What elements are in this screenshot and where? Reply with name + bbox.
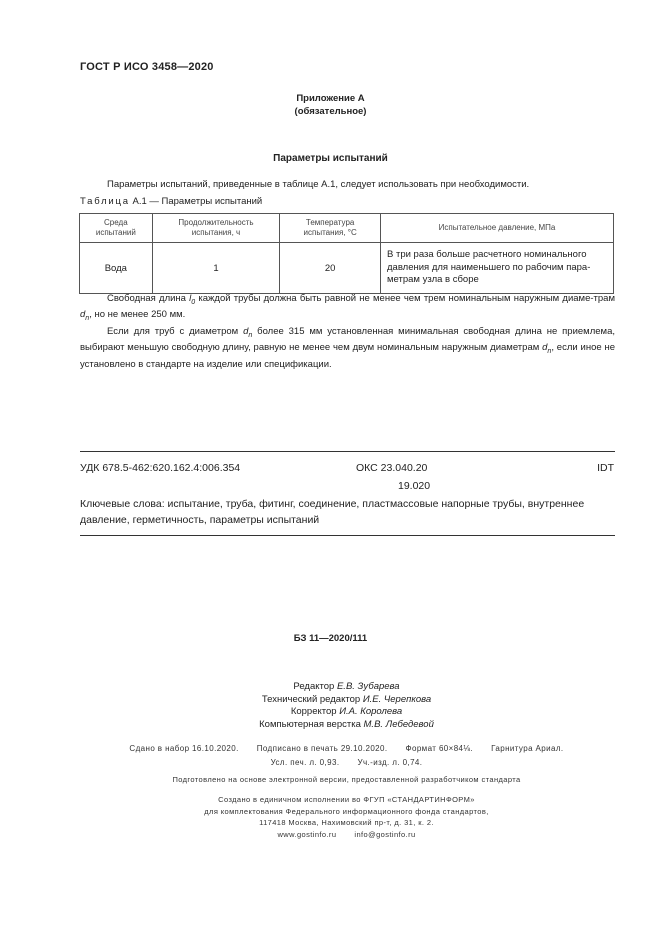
table-header-row [80,214,614,243]
section-title: Параметры испытаний [273,153,388,164]
table-caption-word: Таблица [80,196,130,207]
publisher-line: Создано в единичном исполнении во ФГУП «СТАНДАРТИНФОРМ» [218,795,475,804]
prepared-note: Подготовлено на основе электронной версии, предоставленной разработчиком стандарта [172,775,521,784]
table-row [80,243,614,294]
table-cell-medium: Вода [80,243,153,294]
publisher-line: для комплектования Федерального информационного фонда стандартов, [204,806,489,816]
idt-marker: IDT [597,462,614,474]
document-header: ГОСТ Р ИСО 3458—2020 [80,61,214,73]
print-details-line2: Усл. печ. л. 0,93. Уч.-изд. л. 0,74. [270,758,423,767]
table-caption [80,196,262,207]
table-header-cell: Продолжительность испытания, ч [152,214,280,243]
divider-bottom [80,535,615,536]
appendix-title: Приложение А [296,93,365,104]
layout-line: Компьютерная верстка М.В. Лебедевой [259,718,434,730]
staff-credits [0,681,661,731]
table-cell-duration: 1 [152,243,280,294]
keywords: Ключевые слова: испытание, труба, фитинг, соединение, пластмассовые напорные трубы, внутреннее давление, герметичность, параметры испытаний [80,498,585,526]
website-link[interactable]: www.gostinfo.ru [277,829,337,839]
udk-code: УДК 678.5-462:620.162.4:006.354 [80,462,241,474]
email-link[interactable]: info@gostinfo.ru [354,829,416,839]
publisher-contacts [0,829,661,841]
intro-paragraph: Параметры испытаний, приведенные в таблице А.1, следует использовать при необходимости. [107,179,530,190]
table-caption-text: А.1 — Параметры испытаний [129,196,263,207]
table-cell-temperature: 20 [280,243,381,294]
print-details-line1: Сдано в набор 16.10.2020. Подписано в печать 29.10.2020. Формат 60×84⅛. Гарнитура Ариал. [129,744,564,753]
table-header-cell: Среда испытаний [80,214,153,243]
paragraph-free-length: Свободная длина $l_0$ каждой трубы должна быть равной не менее чем трем номинальным наружным диаме-трам $d_n$, но не менее 250 мм. [80,293,615,323]
divider-top [80,451,615,452]
parameters-table [79,213,614,294]
table-header-cell: Температура испытания, °С [280,214,381,243]
publisher-info [0,794,661,840]
table-header-cell: Испытательное давление, МПа [381,214,614,243]
appendix-status: (обязательное) [294,106,367,117]
paragraph-diameter: Если для труб с диаметром $d_n$ более 315 мм установленная минимальная свободная длина не приемлема, выбирают меньшую свободную длину, равную не менее чем двум номинальным наружным диаметрам $d_n$, если иное не установлено в стандарте на изделие или спецификации. [80,325,616,370]
table-cell-pressure: В три раза больше расчетного номинального давления для наименьшего по рабочим пара-метрам узла в сборе [381,243,614,294]
editor-line: Редактор Е.В. Зубарева [293,681,400,692]
bz-number: БЗ 11—2020/111 [293,633,368,644]
oks-code: ОКС 23.040.20 [356,462,428,474]
body-text [80,293,615,371]
corrector-line: Корректор И.А. Королева [290,706,403,717]
oks-code-secondary: 19.020 [398,480,431,492]
publisher-address: 117418 Москва, Нахимовский пр-т, д. 31, к. 2. [259,818,434,827]
tech-editor-line: Технический редактор И.Е. Черепкова [261,693,432,705]
